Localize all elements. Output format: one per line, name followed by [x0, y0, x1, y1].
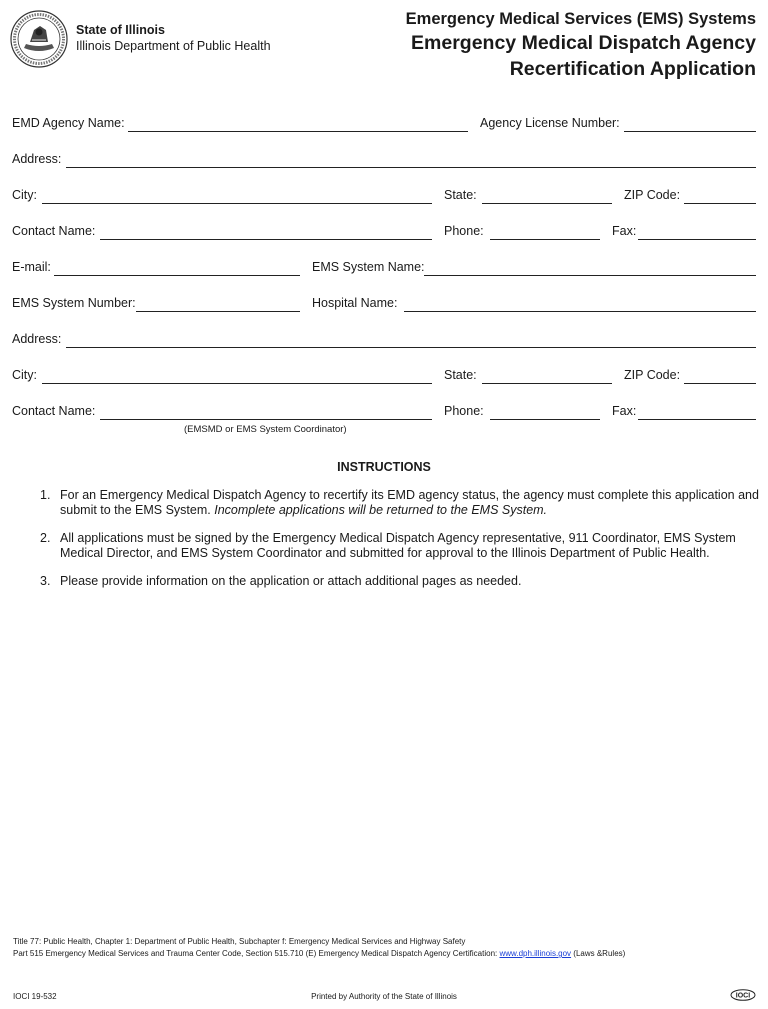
- agency-contact-name-label: Contact Name:: [12, 224, 96, 238]
- instruction-body: For an Emergency Medical Dispatch Agency to recertify its EMD agency status, the agency must complete this application and submit to the EMS System.: [60, 488, 759, 517]
- form-id: IOCI 19-532: [13, 992, 57, 1001]
- agency-zip-field[interactable]: [684, 203, 756, 204]
- ems-system-number-field[interactable]: [136, 311, 300, 312]
- instruction-number: 3.: [40, 574, 51, 588]
- footer-citation-text: Part 515 Emergency Medical Services and Trauma Center Code, Section 515.710 (E) Emergency Medical Dispatch Agency Certification:: [13, 949, 500, 958]
- footer-citation-suffix: (Laws &Rules): [571, 949, 626, 958]
- ems-zip-label: ZIP Code:: [624, 368, 681, 382]
- page-title-line-3: Recertification Application: [509, 58, 756, 80]
- printed-by-text: Printed by Authority of the State of Illinois: [311, 992, 457, 1001]
- emd-agency-name-field[interactable]: [128, 131, 468, 132]
- ems-contact-name-field[interactable]: [100, 419, 432, 420]
- ems-city-field[interactable]: [42, 383, 432, 384]
- agency-city-label: City:: [12, 188, 37, 202]
- agency-contact-name-field[interactable]: [100, 239, 432, 240]
- instruction-item: [40, 574, 740, 590]
- page-title-line-1: Emergency Medical Services (EMS) Systems: [405, 10, 756, 28]
- ems-fax-label: Fax:: [612, 404, 637, 418]
- footer-citation-line-2: [13, 949, 625, 958]
- instruction-emphasis: Incomplete applications will be returned to the EMS System.: [214, 503, 548, 517]
- ems-address-field[interactable]: [66, 347, 756, 348]
- illinois-state-seal-icon: [10, 10, 68, 68]
- agency-fax-label: Fax:: [612, 224, 637, 238]
- ioci-logo-icon: [730, 989, 756, 1001]
- instruction-text: All applications must be signed by the Emergency Medical Dispatch Agency representative, 911 Coordinator, EMS System Medical Director, and EMS System Coordinator and submitted for approval to the Illinois Department of Public Health.: [60, 531, 736, 560]
- agency-state-label: State:: [444, 188, 477, 202]
- ems-zip-field[interactable]: [684, 383, 756, 384]
- hospital-name-label: Hospital Name:: [312, 296, 398, 310]
- instruction-item: [40, 488, 759, 520]
- ems-city-label: City:: [12, 368, 37, 382]
- ems-system-name-label: EMS System Name:: [312, 260, 425, 274]
- instructions-heading: INSTRUCTIONS: [337, 460, 431, 474]
- agency-state-field[interactable]: [482, 203, 612, 204]
- ems-phone-field[interactable]: [490, 419, 600, 420]
- email-field[interactable]: [54, 275, 300, 276]
- ems-state-label: State:: [444, 368, 477, 382]
- ioci-logo-text: IOCI: [735, 992, 751, 1000]
- state-name: State of Illinois: [76, 23, 165, 37]
- ems-fax-field[interactable]: [638, 419, 756, 420]
- department-name: Illinois Department of Public Health: [76, 39, 271, 53]
- instruction-number: 1.: [40, 488, 51, 502]
- agency-phone-field[interactable]: [490, 239, 600, 240]
- instruction-item: [40, 531, 740, 563]
- agency-license-number-label: Agency License Number:: [480, 116, 620, 130]
- ems-contact-name-label: Contact Name:: [12, 404, 96, 418]
- agency-zip-label: ZIP Code:: [624, 188, 681, 202]
- instruction-text: [60, 488, 760, 518]
- footer-citation-line-1: Title 77: Public Health, Chapter 1: Department of Public Health, Subchapter f: Emergency Medical Services and Highway Safety: [13, 937, 466, 946]
- agency-fax-field[interactable]: [638, 239, 756, 240]
- ems-state-field[interactable]: [482, 383, 612, 384]
- email-label: E-mail:: [12, 260, 51, 274]
- instruction-text: Please provide information on the application or attach additional pages as needed.: [60, 574, 522, 588]
- ems-system-name-field[interactable]: [424, 275, 756, 276]
- ems-system-number-label: EMS System Number:: [12, 296, 136, 310]
- agency-license-number-field[interactable]: [624, 131, 756, 132]
- instruction-number: 2.: [40, 531, 51, 545]
- agency-address-field[interactable]: [66, 167, 756, 168]
- agency-city-field[interactable]: [42, 203, 432, 204]
- emd-agency-name-label: EMD Agency Name:: [12, 116, 125, 130]
- ems-address-label: Address:: [12, 332, 62, 346]
- agency-address-label: Address:: [12, 152, 62, 166]
- ems-phone-label: Phone:: [444, 404, 484, 418]
- contact-name-note: (EMSMD or EMS System Coordinator): [184, 424, 347, 435]
- dph-website-link[interactable]: www.dph.illinois.gov: [499, 949, 572, 958]
- hospital-name-field[interactable]: [404, 311, 756, 312]
- agency-phone-label: Phone:: [444, 224, 484, 238]
- page-title-line-2: Emergency Medical Dispatch Agency: [411, 32, 756, 54]
